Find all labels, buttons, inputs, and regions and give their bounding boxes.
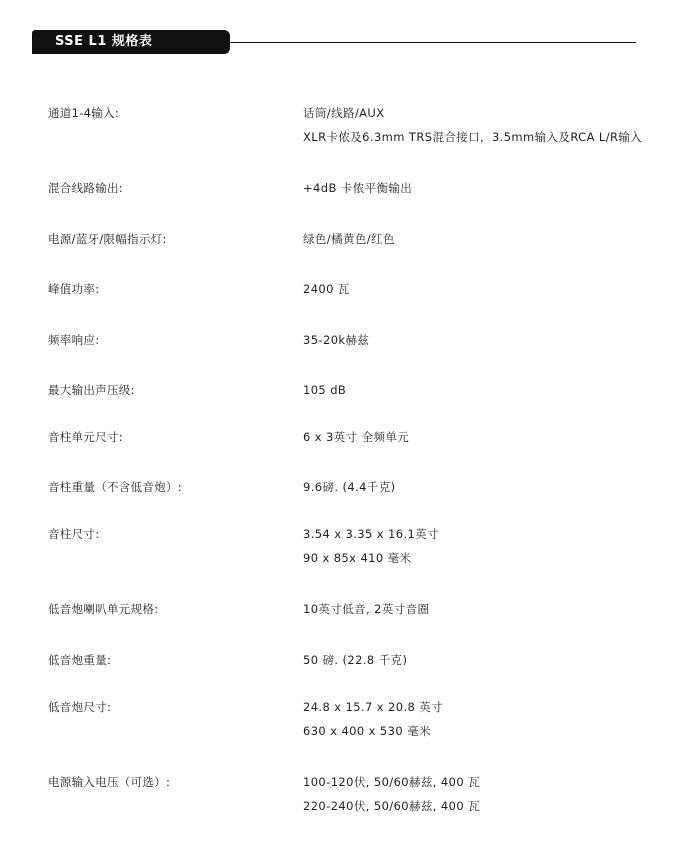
spec-value: 6 x 3英寸 全频单元 (303, 430, 410, 444)
spec-value: 9.6磅. (4.4千克) (303, 480, 396, 494)
spec-label: 电源/蓝牙/限幅指示灯: (48, 232, 167, 246)
spec-label: 低音炮喇叭单元规格: (48, 602, 159, 616)
spec-value: 3.54 x 3.35 x 16.1英寸 (303, 527, 440, 541)
spec-value: 35-20k赫兹 (303, 333, 370, 347)
spec-value: 24.8 x 15.7 x 20.8 英寸 (303, 700, 444, 714)
spec-value: 100-120伏, 50/60赫兹, 400 瓦 (303, 775, 481, 789)
spec-label: 音柱重量（不含低音炮）: (48, 480, 182, 494)
spec-value: 话筒/线路/AUX (303, 106, 385, 120)
spec-label: 最大输出声压级: (48, 383, 135, 397)
spec-value-secondary: 90 x 85x 410 毫米 (303, 551, 412, 565)
spec-value: +4dB 卡侬平衡输出 (303, 181, 413, 195)
spec-value-secondary: 220-240伏, 50/60赫兹, 400 瓦 (303, 799, 481, 813)
spec-label: 电源输入电压（可选）: (48, 775, 171, 789)
spec-value-secondary: XLR卡侬及6.3mm TRS混合接口，3.5mm输入及RCA L/R输入 (303, 130, 643, 144)
spec-value: 105 dB (303, 383, 347, 397)
spec-label: 音柱尺寸: (48, 527, 100, 541)
spec-label: 通道1-4输入: (48, 106, 120, 120)
section-title: SSE L1 规格表 (55, 34, 153, 49)
spec-label: 低音炮尺寸: (48, 700, 112, 714)
spec-value-secondary: 630 x 400 x 530 毫米 (303, 724, 431, 738)
spec-value: 50 磅. (22.8 千克) (303, 653, 408, 667)
spec-value: 10英寸低音, 2英寸音圈 (303, 602, 430, 616)
spec-value: 绿色/橘黄色/红色 (303, 232, 395, 246)
spec-label: 低音炮重量: (48, 653, 112, 667)
spec-label: 峰值功率: (48, 282, 100, 296)
spec-label: 频率响应: (48, 333, 100, 347)
spec-label: 混合线路输出: (48, 181, 123, 195)
spec-value: 2400 瓦 (303, 282, 350, 296)
spec-label: 音柱单元尺寸: (48, 430, 123, 444)
header-divider (230, 42, 636, 43)
